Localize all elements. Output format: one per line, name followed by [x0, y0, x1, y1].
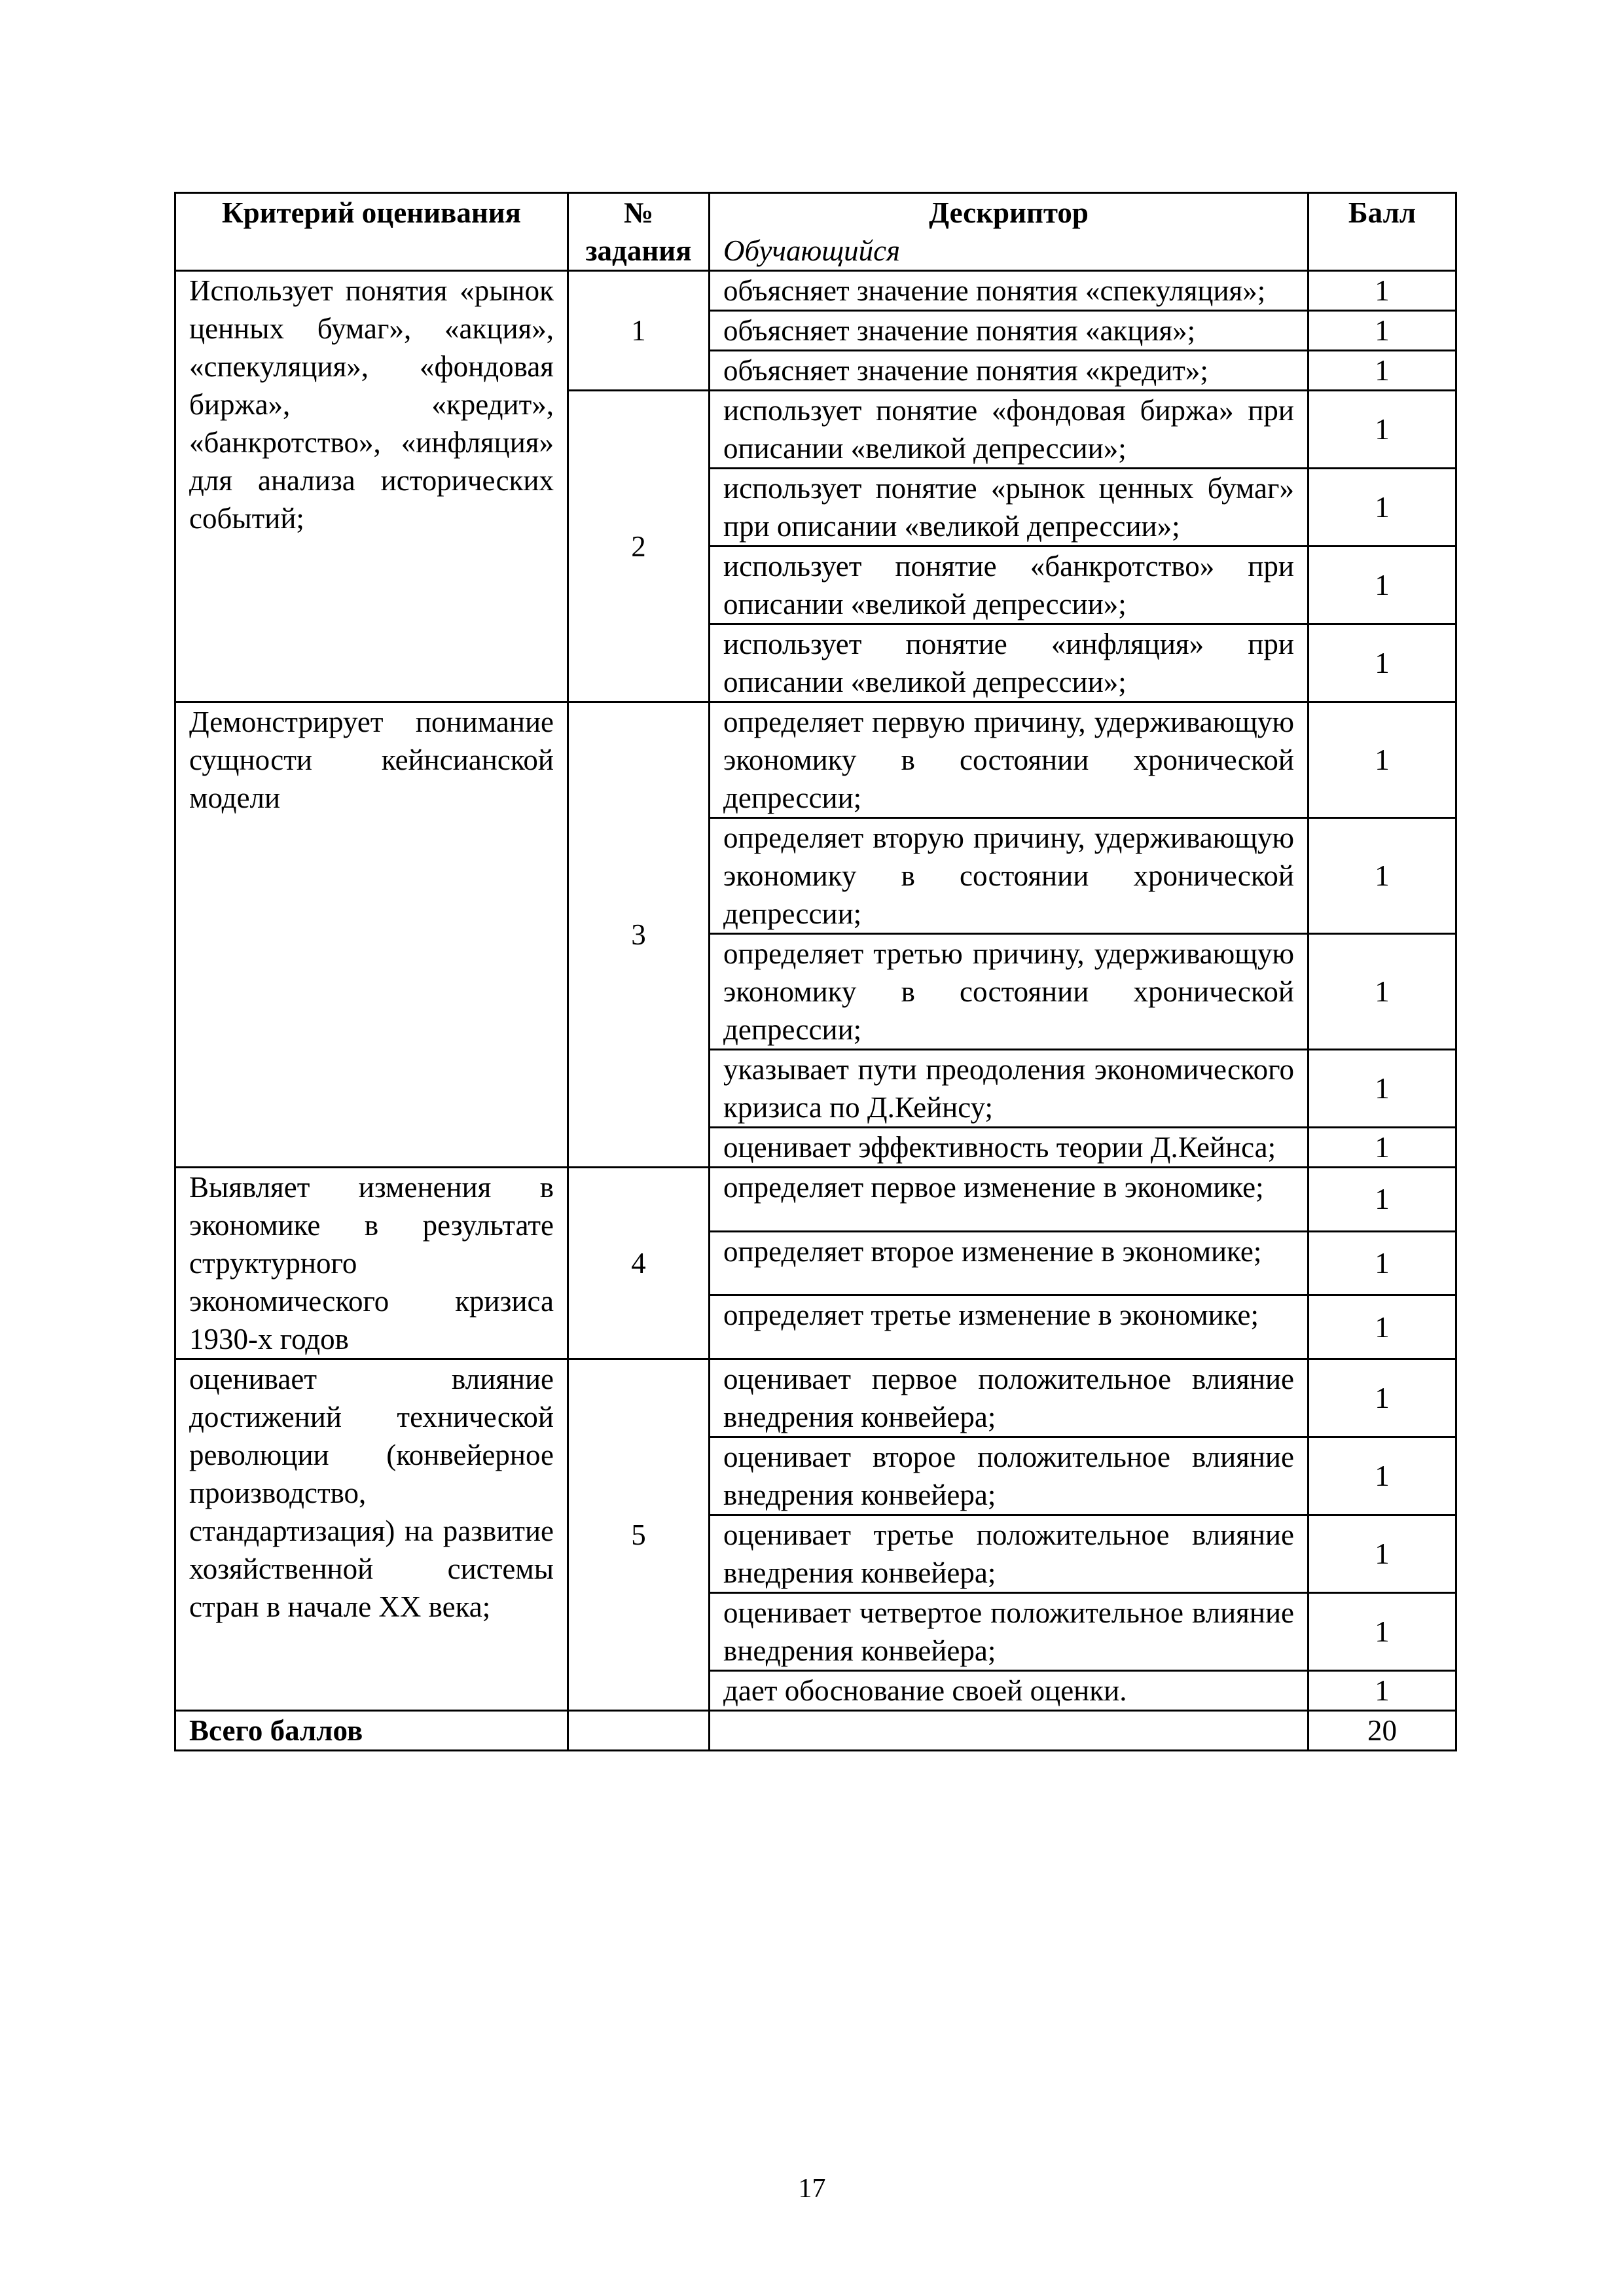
criterion-cell: Использует понятия «рынок ценных бумаг», «акция», «спекуляция», «фондовая биржа», «кредит», «банкротство», «инфляция» для анализа исторических событий; [175, 271, 568, 702]
score-cell: 1 [1308, 1128, 1456, 1168]
score-cell: 1 [1308, 391, 1456, 469]
descriptor-cell: оценивает второе положительное влияние внедрения конвейера; [710, 1437, 1308, 1515]
table-row [175, 702, 1456, 818]
total-empty-cell [710, 1711, 1308, 1751]
task-number-cell: 5 [568, 1359, 710, 1711]
score-cell: 1 [1308, 624, 1456, 702]
score-cell: 1 [1308, 271, 1456, 311]
criterion-cell: Демонстрирует понимание сущности кейнсианской модели [175, 702, 568, 1168]
score-cell: 1 [1308, 469, 1456, 547]
score-cell: 1 [1308, 1515, 1456, 1593]
descriptor-cell: использует понятие «фондовая биржа» при описании «великой депрессии»; [710, 391, 1308, 469]
descriptor-cell: определяет третью причину, удерживающую экономику в состоянии хронической депрессии; [710, 934, 1308, 1050]
score-cell: 1 [1308, 934, 1456, 1050]
criterion-header: Критерий оценивания [175, 193, 568, 271]
task-number-cell: 2 [568, 391, 710, 702]
score-cell: 1 [1308, 1359, 1456, 1437]
descriptor-cell: использует понятие «рынок ценных бумаг» при описании «великой депрессии»; [710, 469, 1308, 547]
score-cell: 1 [1308, 1295, 1456, 1359]
score-cell: 1 [1308, 1168, 1456, 1232]
task-number-header: № задания [568, 193, 710, 271]
criterion-cell: оценивает влияние достижений технической революции (конвейерное производство, стандартизация) на развитие хозяйственной системы стран в начале XX века; [175, 1359, 568, 1711]
table-row [175, 271, 1456, 311]
score-header: Балл [1308, 193, 1456, 271]
score-cell: 1 [1308, 702, 1456, 818]
descriptor-header-title: Дескриптор [929, 196, 1089, 229]
descriptor-cell: определяет первое изменение в экономике; [710, 1168, 1308, 1232]
score-cell: 1 [1308, 1050, 1456, 1128]
score-cell: 1 [1308, 311, 1456, 351]
score-cell: 1 [1308, 818, 1456, 934]
total-label: Всего баллов [175, 1711, 568, 1751]
descriptor-cell: определяет первую причину, удерживающую экономику в состоянии хронической депрессии; [710, 702, 1308, 818]
descriptor-cell: использует понятие «инфляция» при описании «великой депрессии»; [710, 624, 1308, 702]
total-score: 20 [1308, 1711, 1456, 1751]
score-cell: 1 [1308, 1437, 1456, 1515]
table-row [175, 1168, 1456, 1232]
descriptor-cell: оценивает эффективность теории Д.Кейнса; [710, 1128, 1308, 1168]
score-cell: 1 [1308, 1231, 1456, 1295]
descriptor-cell: объясняет значение понятия «кредит»; [710, 351, 1308, 391]
total-empty-cell [568, 1711, 710, 1751]
descriptor-header [710, 193, 1308, 271]
descriptor-cell: определяет второе изменение в экономике; [710, 1231, 1308, 1295]
task-number-cell: 1 [568, 271, 710, 391]
task-number-cell: 3 [568, 702, 710, 1168]
descriptor-cell: объясняет значение понятия «акция»; [710, 311, 1308, 351]
criterion-cell: Выявляет изменения в экономике в результате структурного экономического кризиса 1930-х годов [175, 1168, 568, 1359]
descriptor-header-subtitle: Обучающийся [723, 234, 901, 267]
total-row [175, 1711, 1456, 1751]
descriptor-cell: оценивает третье положительное влияние внедрения конвейера; [710, 1515, 1308, 1593]
task-number-cell: 4 [568, 1168, 710, 1359]
descriptor-cell: оценивает четвертое положительное влияние внедрения конвейера; [710, 1593, 1308, 1671]
descriptor-cell: использует понятие «банкротство» при описании «великой депрессии»; [710, 547, 1308, 624]
table-row [175, 1359, 1456, 1437]
descriptor-cell: указывает пути преодоления экономического кризиса по Д.Кейнсу; [710, 1050, 1308, 1128]
score-cell: 1 [1308, 1593, 1456, 1671]
score-cell: 1 [1308, 1671, 1456, 1711]
score-cell: 1 [1308, 351, 1456, 391]
descriptor-cell: оценивает первое положительное влияние внедрения конвейера; [710, 1359, 1308, 1437]
assessment-rubric-table [174, 192, 1457, 1751]
score-cell: 1 [1308, 547, 1456, 624]
page-number: 17 [798, 2174, 826, 2204]
table-header-row [175, 193, 1456, 271]
descriptor-cell: дает обоснование своей оценки. [710, 1671, 1308, 1711]
descriptor-cell: определяет вторую причину, удерживающую экономику в состоянии хронической депрессии; [710, 818, 1308, 934]
descriptor-cell: определяет третье изменение в экономике; [710, 1295, 1308, 1359]
descriptor-cell: объясняет значение понятия «спекуляция»; [710, 271, 1308, 311]
